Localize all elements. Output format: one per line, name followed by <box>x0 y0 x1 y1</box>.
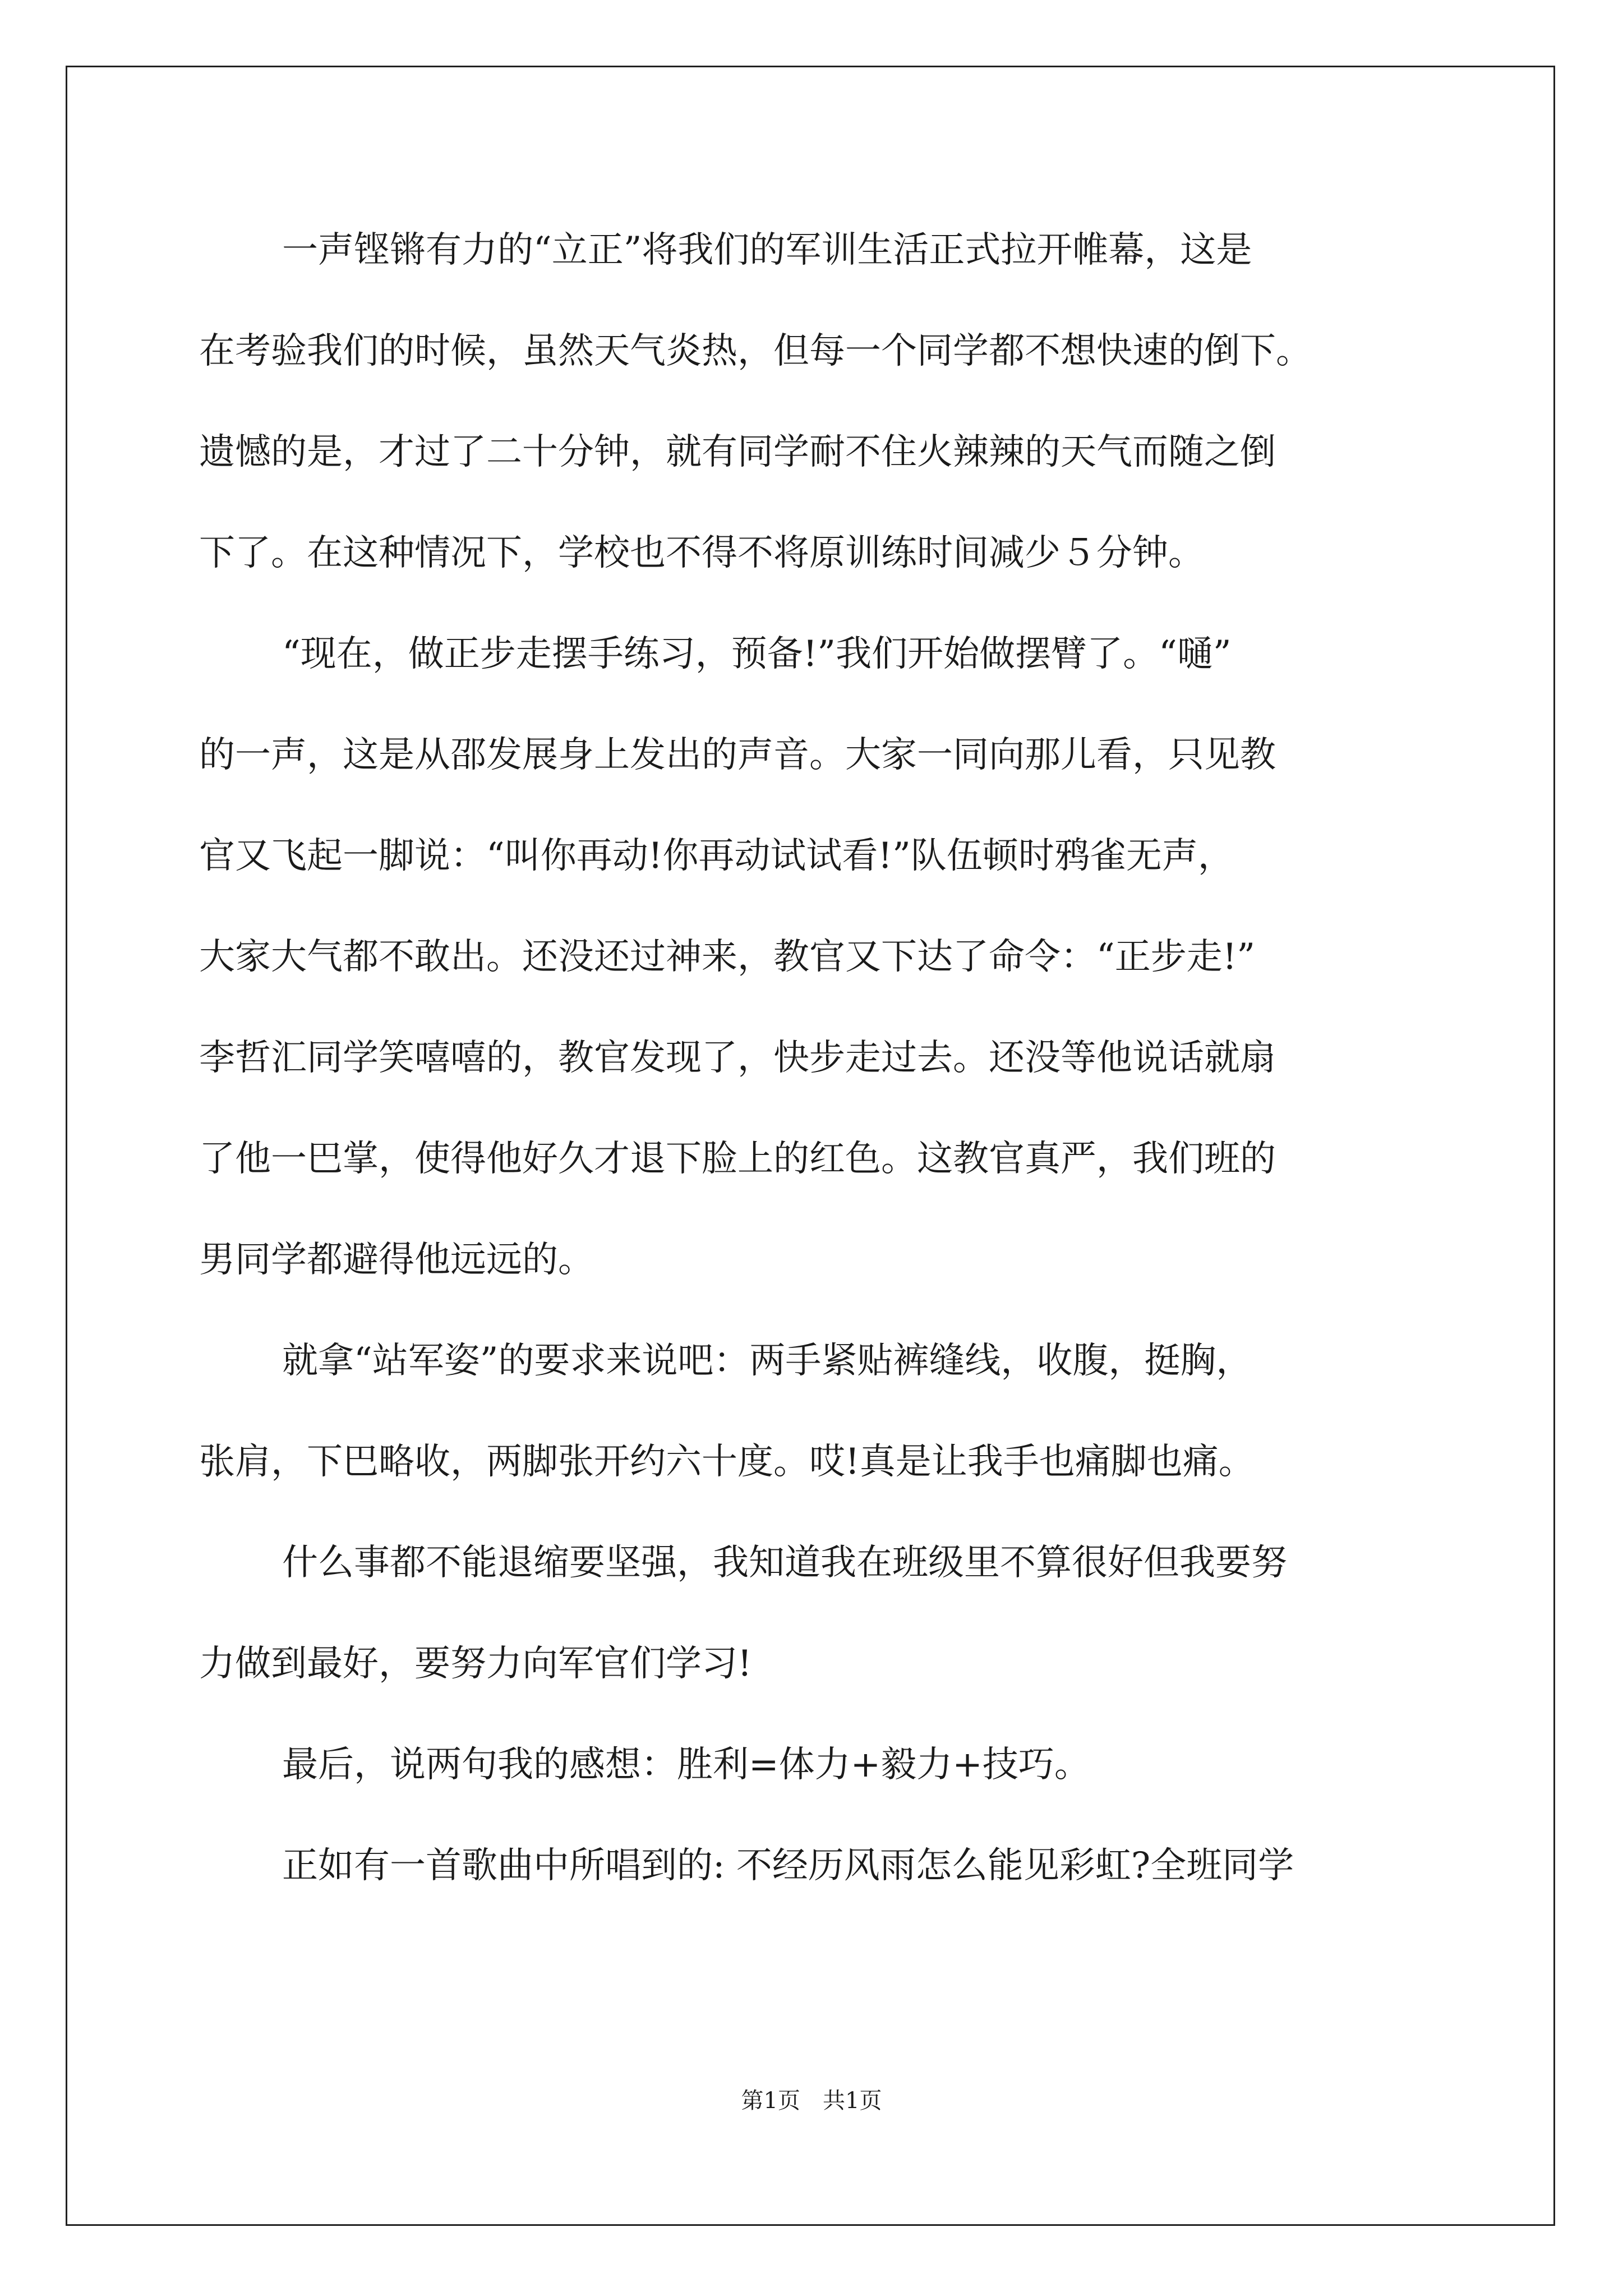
paragraph-line: “现在，做正步走摆手练习，预备!”我们开始做摆臂了。“嗵” <box>282 633 1232 675</box>
paragraph-line: 了他一巴掌，使得他好久才退下脸上的红色。这教官真严，我们班的 <box>199 1138 1276 1180</box>
paragraph-line: 大家大气都不敢出。还没还过神来，教官又下达了命令：“正步走!” <box>199 936 1256 978</box>
page-number-footer: 第1页 共1页 <box>741 2088 882 2114</box>
paragraph-line: 力做到最好，要努力向军官们学习! <box>199 1643 752 1685</box>
paragraph-line: 男同学都避得他远远的。 <box>199 1239 594 1281</box>
paragraph-line: 就拿“站军姿”的要求来说吧：两手紧贴裤缝线，收腹，挺胸， <box>282 1340 1252 1382</box>
paragraph-line: 官又飞起一脚说：“叫你再动!你再动试试看!”队伍顿时鸦雀无声， <box>199 835 1234 877</box>
paragraph-line: 的一声，这是从邵发展身上发出的声音。大家一同向那儿看，只见教 <box>199 734 1276 776</box>
paragraph-line: 最后，说两句我的感想：胜利=体力+毅力+技巧。 <box>282 1744 1090 1786</box>
paragraph-line: 李哲汇同学笑嘻嘻的，教官发现了，快步走过去。还没等他说话就扇 <box>199 1037 1276 1079</box>
paragraph-line: 下了。在这种情况下，学校也不得不将原训练时间减少５分钟。 <box>199 532 1204 574</box>
document-body <box>199 219 1427 1935</box>
paragraph-line: 一声铿锵有力的“立正”将我们的军训生活正式拉开帷幕，这是 <box>282 229 1252 271</box>
paragraph-line: 正如有一首歌曲中所唱到的: 不经历风雨怎么能见彩虹?全班同学 <box>282 1845 1294 1887</box>
paragraph-line: 遗憾的是，才过了二十分钟，就有同学耐不住火辣辣的天气而随之倒 <box>199 431 1276 473</box>
paragraph-line: 张肩，下巴略收，两脚张开约六十度。哎!真是让我手也痛脚也痛。 <box>199 1441 1255 1483</box>
paragraph-line: 在考验我们的时候，虽然天气炎热，但每一个同学都不想快速的倒下。 <box>199 330 1312 372</box>
paragraph-line: 什么事都不能退缩要坚强，我知道我在班级里不算很好但我要努 <box>282 1542 1287 1584</box>
